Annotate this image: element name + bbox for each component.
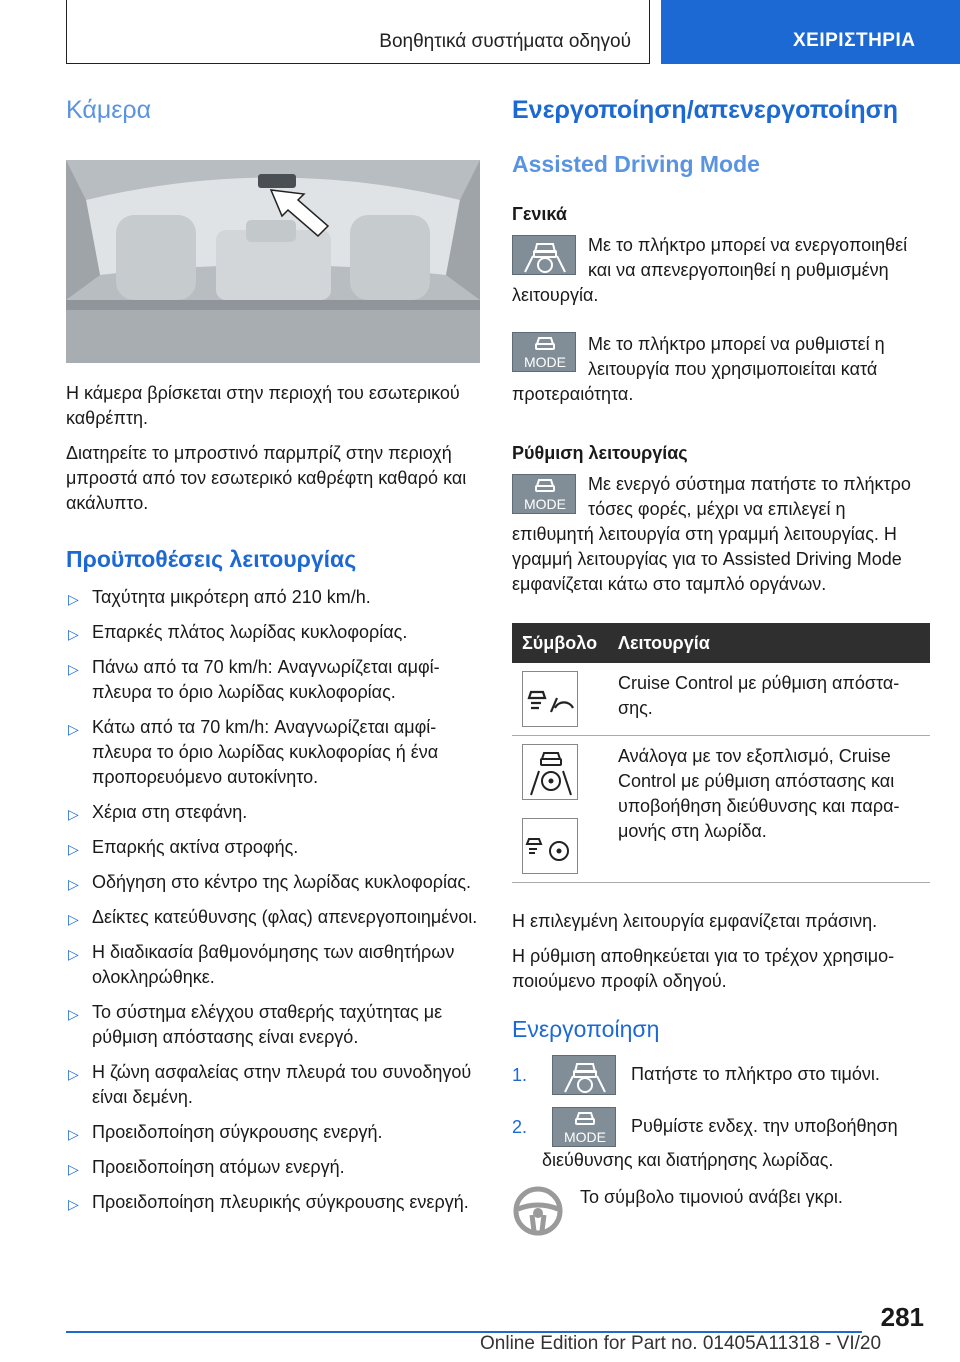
camera-location-text: Η κάμερα βρίσκεται στην περιοχή του εσωτερικού καθρέπτη. [66, 383, 460, 428]
bullet-triangle-icon: ▷ [68, 1006, 79, 1022]
condition-text: Επαρκής ακτίνα στροφής. [92, 837, 299, 857]
table-row [512, 663, 930, 736]
right-column [512, 96, 930, 1241]
condition-item [66, 1000, 480, 1050]
condition-text: Οδήγηση στο κέντρο της λωρίδας κυκλοφορίας. [92, 872, 472, 892]
general-text-2: Με το πλήκτρο μπορεί να ρυθμιστεί η λειτουργία που χρησιμοποιείται κατά προτεραιότητα. [512, 334, 885, 404]
profile-saved-text: Η ρύθμιση αποθηκεύεται για το τρέχον χρησιμοποιούμενο προφίλ οδηγού. [512, 946, 895, 991]
condition-text: Η διαδικασία βαθμονόμησης των αισθητήρων ολοκληρώθηκε. [92, 942, 455, 987]
bullet-triangle-icon: ▷ [68, 661, 79, 677]
activation-heading: Ενεργοποίηση/απενεργοποίηση [512, 96, 899, 124]
condition-text: Προειδοποίηση πλευρικής σύγκρουσης ενεργή. [92, 1192, 469, 1212]
condition-item [66, 715, 480, 790]
mode-key-label-2: MODE [524, 496, 566, 512]
condition-text: Προειδοποίηση ατόμων ενεργή. [92, 1157, 345, 1177]
mode-setting-text: Με ενεργό σύστημα πατήστε το πλήκτρο τόσες φορές, μέχρι να επιλεγεί η επιθυμητή λειτουργία στη γραμμή λειτουργίας. Η γραμμή λειτουργίας για το Assisted Driving Mode εμφανίζεται κάτω στο ταμπλό οργάνων. [512, 474, 911, 594]
general-text-1: Με το πλήκτρο μπορεί να ενεργοποιηθεί και να απενεργοποιηθεί η ρυθμισμένη λειτουργία. [512, 235, 908, 305]
header-chapter-label: ΧΕΙΡΙΣΤΗΡΙΑ [793, 30, 916, 51]
condition-item [66, 800, 480, 825]
condition-text: Επαρκές πλάτος λωρίδας κυκλοφορίας. [92, 622, 408, 642]
condition-item [66, 585, 480, 610]
car-interior-illustration [66, 160, 480, 363]
assist-key-icon [512, 235, 576, 275]
camera-clean-text: Διατηρείτε το μπροστινό παρμπρίζ στην περιοχή μπροστά από τον εσωτερικό καθρέφτη καθαρό και ακάλυπτο. [66, 443, 467, 513]
wheel-note [512, 1185, 930, 1241]
condition-item [66, 1060, 480, 1110]
step-number: 2. [512, 1117, 528, 1137]
conditions-heading: Προϋποθέσεις λειτουργίας [66, 546, 357, 572]
cruise-control-distance-icon [522, 671, 578, 727]
function-symbol-table [512, 623, 930, 883]
step-item [512, 1055, 930, 1095]
general-heading: Γενικά [512, 204, 567, 224]
steering-wheel-gray-icon [512, 1185, 564, 1237]
condition-item [66, 940, 480, 990]
condition-item [66, 655, 480, 705]
camera-heading: Κάμερα [66, 96, 152, 124]
condition-item [66, 1190, 480, 1215]
bullet-triangle-icon: ▷ [68, 806, 79, 822]
conditions-list [66, 585, 480, 1215]
bullet-triangle-icon: ▷ [68, 911, 79, 927]
table-row [512, 736, 930, 883]
header-chapter-tab [661, 0, 960, 64]
bullet-triangle-icon: ▷ [68, 591, 79, 607]
mode-key-label-step: MODE [564, 1129, 606, 1145]
table-header-symbol: Σύμβολο [512, 623, 608, 663]
condition-item [66, 1120, 480, 1145]
distance-steering-icon [522, 818, 578, 874]
header-section-title: Βοηθητικά συστήματα οδηγού [379, 31, 631, 52]
mode-key-label: MODE [524, 354, 566, 370]
step-number: 1. [512, 1065, 528, 1085]
condition-text: Χέρια στη στεφάνη. [92, 802, 248, 822]
mode-key-icon-step [552, 1107, 616, 1147]
condition-text: Το σύστημα ελέγχου σταθερής ταχύτητας με ρύθμιση απόστασης είναι ενεργό. [92, 1002, 443, 1047]
condition-text: Κάτω από τα 70 km/h: Αναγνωρίζεται αμφίπλευρα το όριο λωρίδας κυκλοφορίας ή ένα προπορευόμενο αυτοκίνητο. [92, 717, 439, 787]
condition-text: Πάνω από τα 70 km/h: Αναγνωρίζεται αμφίπλευρα το όριο λωρίδας κυκλοφορίας. [92, 657, 440, 702]
activation-subheading: Ενεργοποίηση [512, 1016, 660, 1042]
condition-text: Ταχύτητα μικρότερη από 210 km/h. [92, 587, 371, 607]
page-number: 281 [880, 1302, 924, 1332]
mode-setting-heading: Ρύθμιση λειτουργίας [512, 443, 688, 463]
table-header-function: Λειτουργία [608, 623, 930, 663]
bullet-triangle-icon: ▷ [68, 1161, 79, 1177]
bullet-triangle-icon: ▷ [68, 1066, 79, 1082]
table-cell-function-1: Cruise Control με ρύθμιση απόστασης. [608, 663, 930, 736]
header-box [66, 0, 650, 64]
bullet-triangle-icon: ▷ [68, 946, 79, 962]
bullet-triangle-icon: ▷ [68, 841, 79, 857]
assisted-driving-mode-heading: Assisted Driving Mode [512, 151, 760, 177]
condition-text: Η ζώνη ασφαλείας στην πλευρά του συνοδηγού είναι δεμένη. [92, 1062, 472, 1107]
bullet-triangle-icon: ▷ [68, 1126, 79, 1142]
activation-steps [512, 1055, 930, 1173]
selected-function-text: Η επιλεγμένη λειτουργία εμφανίζεται πράσινη. [512, 911, 878, 931]
bullet-triangle-icon: ▷ [68, 626, 79, 642]
condition-item [66, 870, 480, 895]
step-item [512, 1107, 930, 1173]
steering-lane-assist-icon [522, 744, 578, 800]
bullet-triangle-icon: ▷ [68, 721, 79, 737]
camera-location-photo [66, 160, 480, 363]
bullet-triangle-icon: ▷ [68, 876, 79, 892]
step-text: Πατήστε το πλήκτρο στο τιμόνι. [631, 1063, 880, 1084]
left-column [66, 96, 480, 1225]
condition-item [66, 905, 480, 930]
condition-text: Δείκτες κατεύθυνσης (φλας) απενεργοποιημένοι. [92, 907, 478, 927]
mode-key-icon [512, 332, 576, 372]
step-text: Ρυθμίστε ενδεχ. την υποβοήθηση διεύθυνσης και διατήρησης λωρίδας. [542, 1115, 898, 1170]
mode-key-icon-2 [512, 474, 576, 514]
table-cell-function-2: Ανάλογα με τον εξοπλισμό, Cruise Control με ρύθμιση απόστασης και υποβοήθηση διεύθυνσης και παραμονής στη λωρίδα. [608, 736, 930, 883]
condition-text: Προειδοποίηση σύγκρουσης ενεργή. [92, 1122, 383, 1142]
wheel-note-text: Το σύμβολο τιμονιού ανάβει γκρι. [580, 1187, 843, 1207]
assist-key-icon-step [552, 1055, 616, 1095]
condition-item [66, 835, 480, 860]
bullet-triangle-icon: ▷ [68, 1196, 79, 1212]
condition-item [66, 1155, 480, 1180]
condition-item [66, 620, 480, 645]
footer-edition: Online Edition for Part no. 01405A11318 - VI/20 [480, 1333, 882, 1354]
